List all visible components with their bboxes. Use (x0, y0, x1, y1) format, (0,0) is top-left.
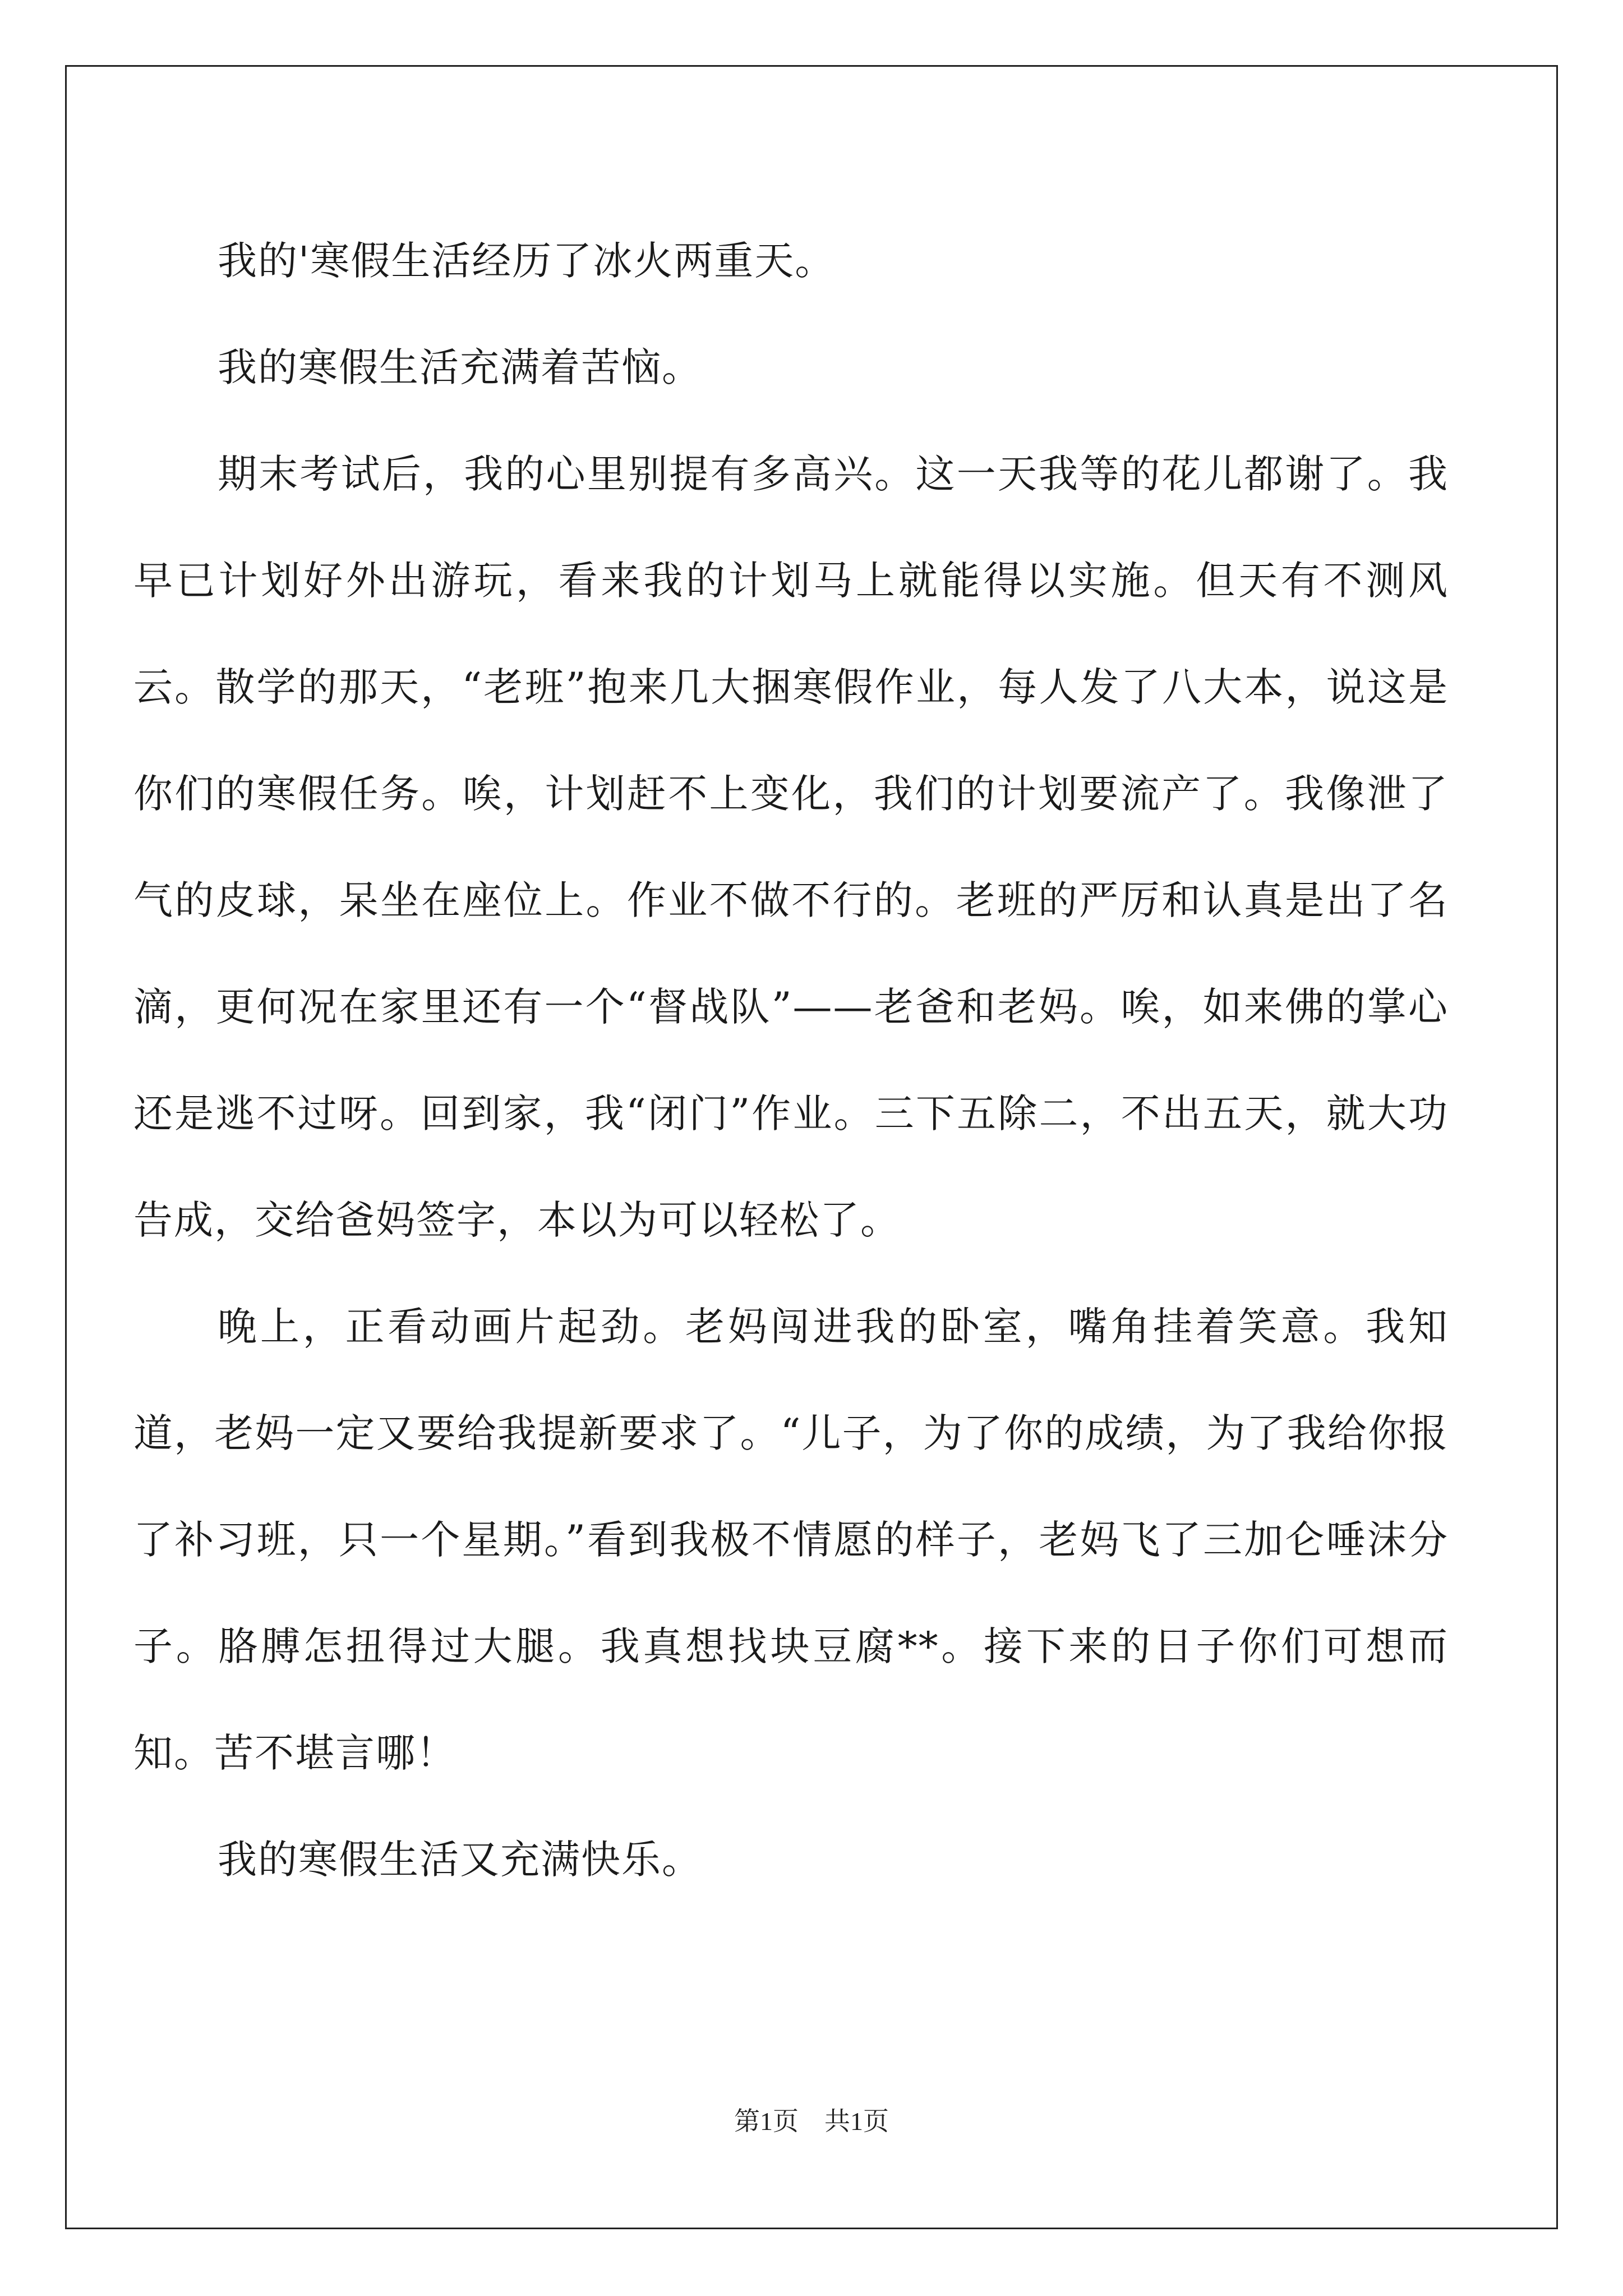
page-footer (0, 2105, 1623, 2138)
paragraph: 我的寒假生活充满着苦恼。 (218, 344, 702, 390)
page-total: 共1页 (824, 2107, 889, 2136)
page-number: 第1页 (734, 2107, 799, 2136)
document-body (133, 208, 1449, 1913)
paragraph: 我的'寒假生活经历了冰火两重天。 (218, 238, 836, 284)
paragraph: 我的寒假生活又充满快乐。 (218, 1837, 702, 1883)
paragraph: 期末考试后，我的心里别提有多高兴。这一天我等的花儿都谢了。我早已计划好外出游玩，看来我的计划马上就能得以实施。但天有不测风云。散学的那天，“老班”抱来几大捆寒假作业，每人发了八大本，说这是你们的寒假任务。唉，计划赶不上变化，我们的计划要流产了。我像泄了气的皮球，呆坐在座位上。作业不做不行的。老班的严厉和认真是出了名滴，更何况在家里还有一个“督战队”——老爸和老妈。唉，如来佛的掌心还是逃不过呀。回到家，我“闭门”作业。三下五除二，不出五天，就大功告成，交给爸妈签字，本以为可以轻松了。 (133, 451, 1449, 1243)
paragraph: 晚上，正看动画片起劲。老妈闯进我的卧室，嘴角挂着笑意。我知道，老妈一定又要给我提新要求了。“儿子，为了你的成绩，为了我给你报了补习班，只一个星期。”看到我极不情愿的样子，老妈飞了三加仑唾沫分子。胳膊怎扭得过大腿。我真想找块豆腐**。接下来的日子你们可想而知。苦不堪言哪！ (133, 1304, 1449, 1776)
